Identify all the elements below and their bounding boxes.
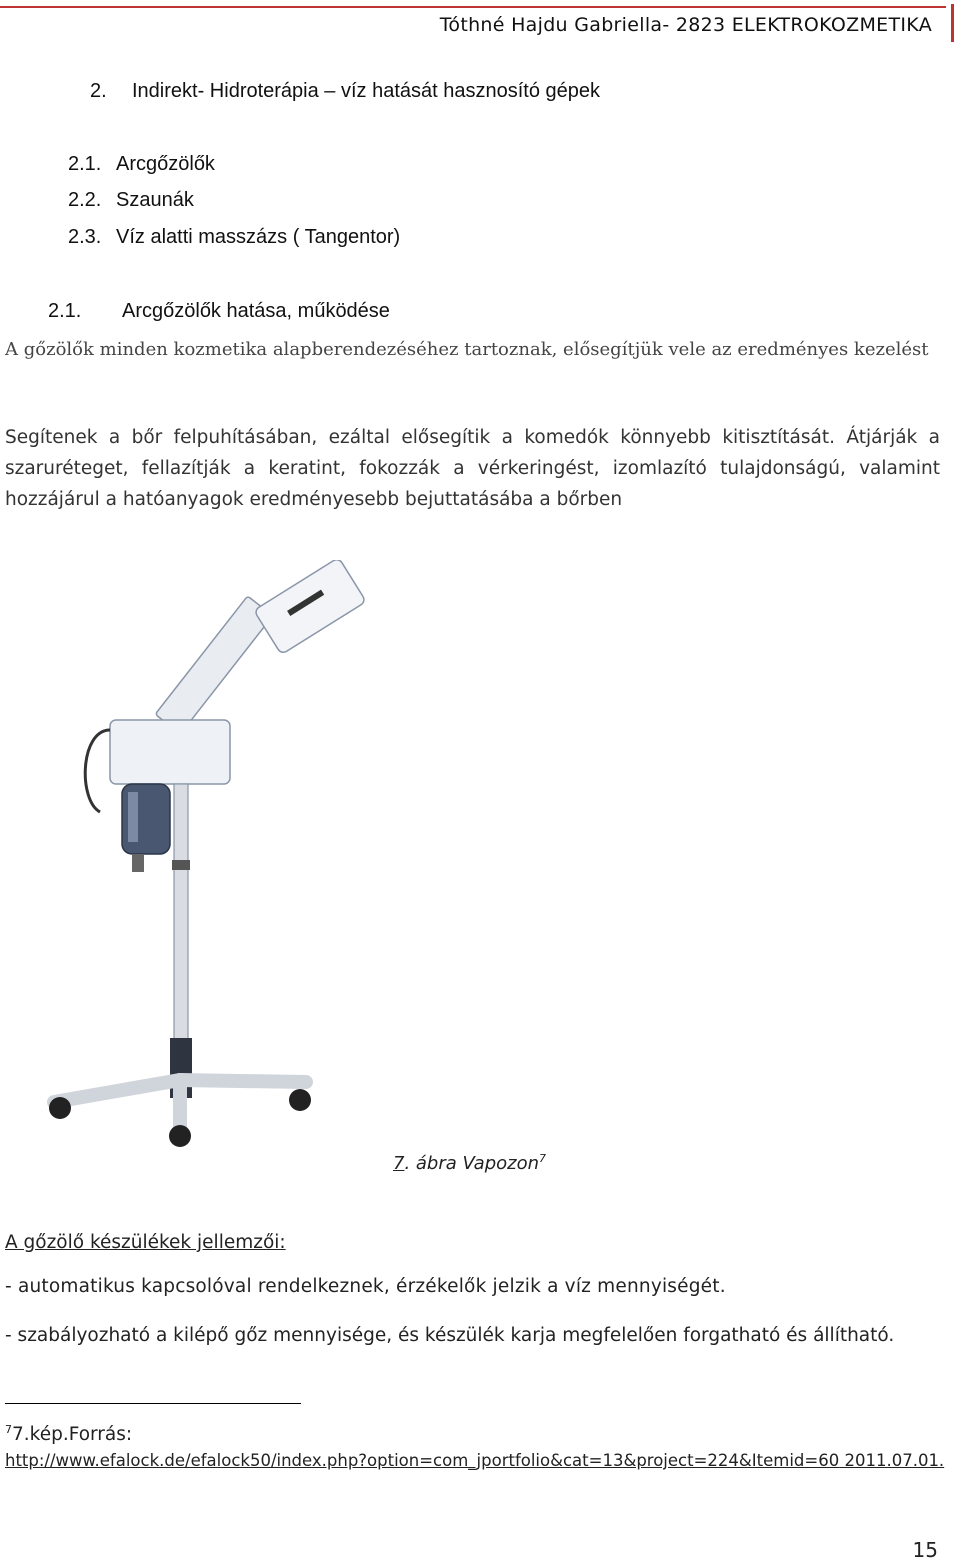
- paragraph-intro: A gőzölők minden kozmetika alapberendezéséhez tartoznak, elősegítjük vele az eredményes kezelést: [5, 339, 929, 360]
- section-title: Indirekt- Hidroterápia – víz hatását hasznosító gépek: [132, 80, 601, 102]
- characteristics-item: - szabályozható a kilépő gőz mennyisége, és készülék karja megfelelően forgatható és állítható.: [5, 1325, 895, 1346]
- caption-text: . ábra Vapozon: [404, 1153, 540, 1174]
- toc-item: [68, 189, 194, 212]
- toc-item: [68, 226, 400, 249]
- header-corner-mark: [951, 4, 954, 42]
- section-heading: [90, 80, 600, 103]
- stand-pole: [174, 784, 188, 1054]
- toc-number: 2.3.: [68, 226, 102, 248]
- section-number: 2.: [90, 80, 107, 102]
- subsection-title: Arcgőzölők hatása, működése: [122, 300, 390, 322]
- footnote: [5, 1423, 132, 1445]
- footnote-text: 7.kép.Forrás:: [12, 1424, 133, 1446]
- paragraph-effects: Segítenek a bőr felpuhításában, ezáltal elősegítik a komedók könnyebb kitisztítását. Átjárják a szaruréteget, fellazítják a keratint, fokozzák a vérkeringést, izomlazító tulajdonságú, valamint hozzájárul a hatóanyagok eredményesebb bejuttatásába a bőrben: [5, 427, 940, 510]
- footnote-rule: [5, 1403, 301, 1404]
- footnote-ref: 7: [5, 1423, 12, 1436]
- stand-leg: [180, 1080, 306, 1082]
- toc-label: Szaunák: [116, 189, 194, 211]
- characteristics-item: - automatikus kapcsolóval rendelkeznek, érzékelők jelzik a víz mennyiségét.: [5, 1276, 726, 1297]
- subsection-number: 2.1.: [48, 300, 82, 322]
- vapozon-illustration: [30, 560, 390, 1150]
- stand-leg: [54, 1080, 180, 1102]
- toc-label: Víz alatti masszázs ( Tangentor): [116, 226, 401, 248]
- caster-wheel: [289, 1089, 311, 1111]
- caster-wheel: [49, 1097, 71, 1119]
- steamer-body: [110, 720, 230, 784]
- footnote-source: [5, 1451, 944, 1470]
- caption-number: 7: [393, 1153, 405, 1174]
- toc-number: 2.2.: [68, 189, 102, 211]
- tank-valve: [132, 854, 144, 872]
- header-rule: [0, 6, 946, 8]
- pole-clamp: [172, 860, 190, 870]
- steamer-cable: [85, 730, 110, 812]
- page-number: 15: [912, 1538, 938, 1562]
- subsection-heading: [48, 300, 390, 323]
- footnote-link[interactable]: http://www.efalock.de/efalock50/index.php?option=com_jportfolio&cat=13&project=224&Itemid=60: [5, 1451, 840, 1470]
- caster-wheel: [169, 1125, 191, 1147]
- steamer-arm: [155, 596, 273, 734]
- tank-highlight: [128, 792, 138, 842]
- toc-label: Arcgőzölők: [116, 153, 215, 175]
- toc-item: [68, 153, 215, 176]
- toc-number: 2.1.: [68, 153, 102, 175]
- caption-footnote-ref: 7: [539, 1152, 547, 1165]
- footnote-date: 2011.07.01.: [839, 1451, 945, 1470]
- characteristics-title: A gőzölő készülékek jellemzői:: [5, 1232, 286, 1253]
- figure-caption: [393, 1152, 546, 1174]
- steamer-nozzle: [254, 560, 366, 655]
- vapozon-figure: [30, 560, 390, 1150]
- page-header: Tóthné Hajdu Gabriella- 2823 ELEKTROKOZMETIKA: [439, 14, 932, 36]
